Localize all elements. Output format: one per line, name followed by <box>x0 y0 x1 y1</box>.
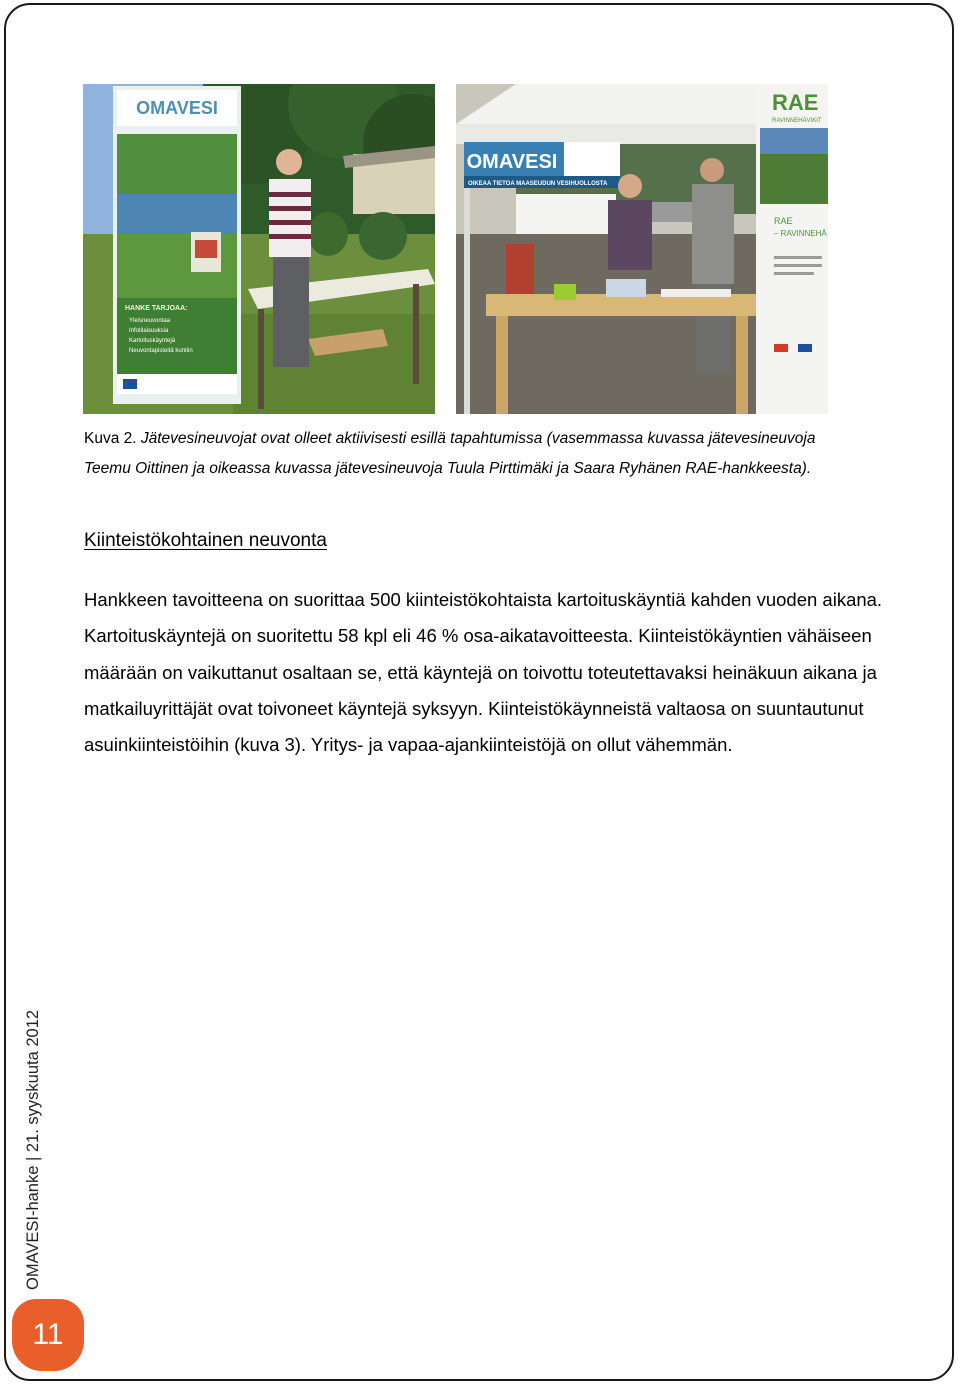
rae-subtitle: RAVINNEHÄVIKIT <box>772 118 822 124</box>
page-number: 11 <box>32 1318 64 1351</box>
left-banner-item: Yleisneuvontaa <box>129 318 171 324</box>
caption-label: Kuva 2. <box>84 430 137 447</box>
left-banner-item: Neuvontapisteitä kuntiin <box>129 348 193 354</box>
rae-panel-title: RAE <box>774 216 793 226</box>
right-banner-logo: OMAVESI <box>466 151 558 173</box>
right-banner-tagline: OIKEAA TIETOA MAASEUDUN VESIHUOLLOSTA <box>468 181 608 187</box>
rae-title: RAE <box>772 90 819 115</box>
section-heading: Kiinteistökohtainen neuvonta <box>84 530 327 551</box>
left-banner-item: Kartoituskäyntejä <box>129 338 176 344</box>
photo-right-rae-stand <box>456 84 828 414</box>
left-banner-logo: OMAVESI <box>136 98 218 118</box>
body-paragraph: Hankkeen tavoitteena on suorittaa 500 kiinteistökohtaista kartoituskäyntiä kahden vuoden aikana. Kartoituskäyntejä on suoritettu 58 kpl eli 46 % osa-aikatavoitteesta. Kiinteistökäyntien vähäiseen määrään on vaikuttanut osaltaan se, että käyntejä on toivottu toteutettavaksi heinäkuun aikana ja matkailuyrittäjät ovat toivoneet käyntejä syksyyn. Kiinteistökäynneistä valtaosa on suuntautunut asuinkiinteistöihin (kuva 3). Yritys- ja vapaa-ajankiinteistöjä on ollut vähemmän. <box>84 589 883 756</box>
figure-caption <box>84 424 854 484</box>
left-banner-item: Infotilaisuuksia <box>129 328 169 334</box>
photo-left-omavesi-stand <box>83 84 435 414</box>
left-banner-heading: HANKE TARJOAA: <box>125 305 188 312</box>
footer-side-text: OMAVESI-hanke | 21. syyskuuta 2012 <box>24 1009 42 1290</box>
rae-panel-subtitle: – RAVINNEHÄ <box>774 229 827 238</box>
caption-text: Jätevesineuvojat ovat olleet aktiivisesti esillä tapahtumissa (vasemmassa kuvassa jätevesineuvoja Teemu Oittinen ja oikeassa kuvassa jätevesineuvoja Tuula Pirttimäki ja Saara Ryhänen RAE-hankkeesta). <box>84 430 816 477</box>
